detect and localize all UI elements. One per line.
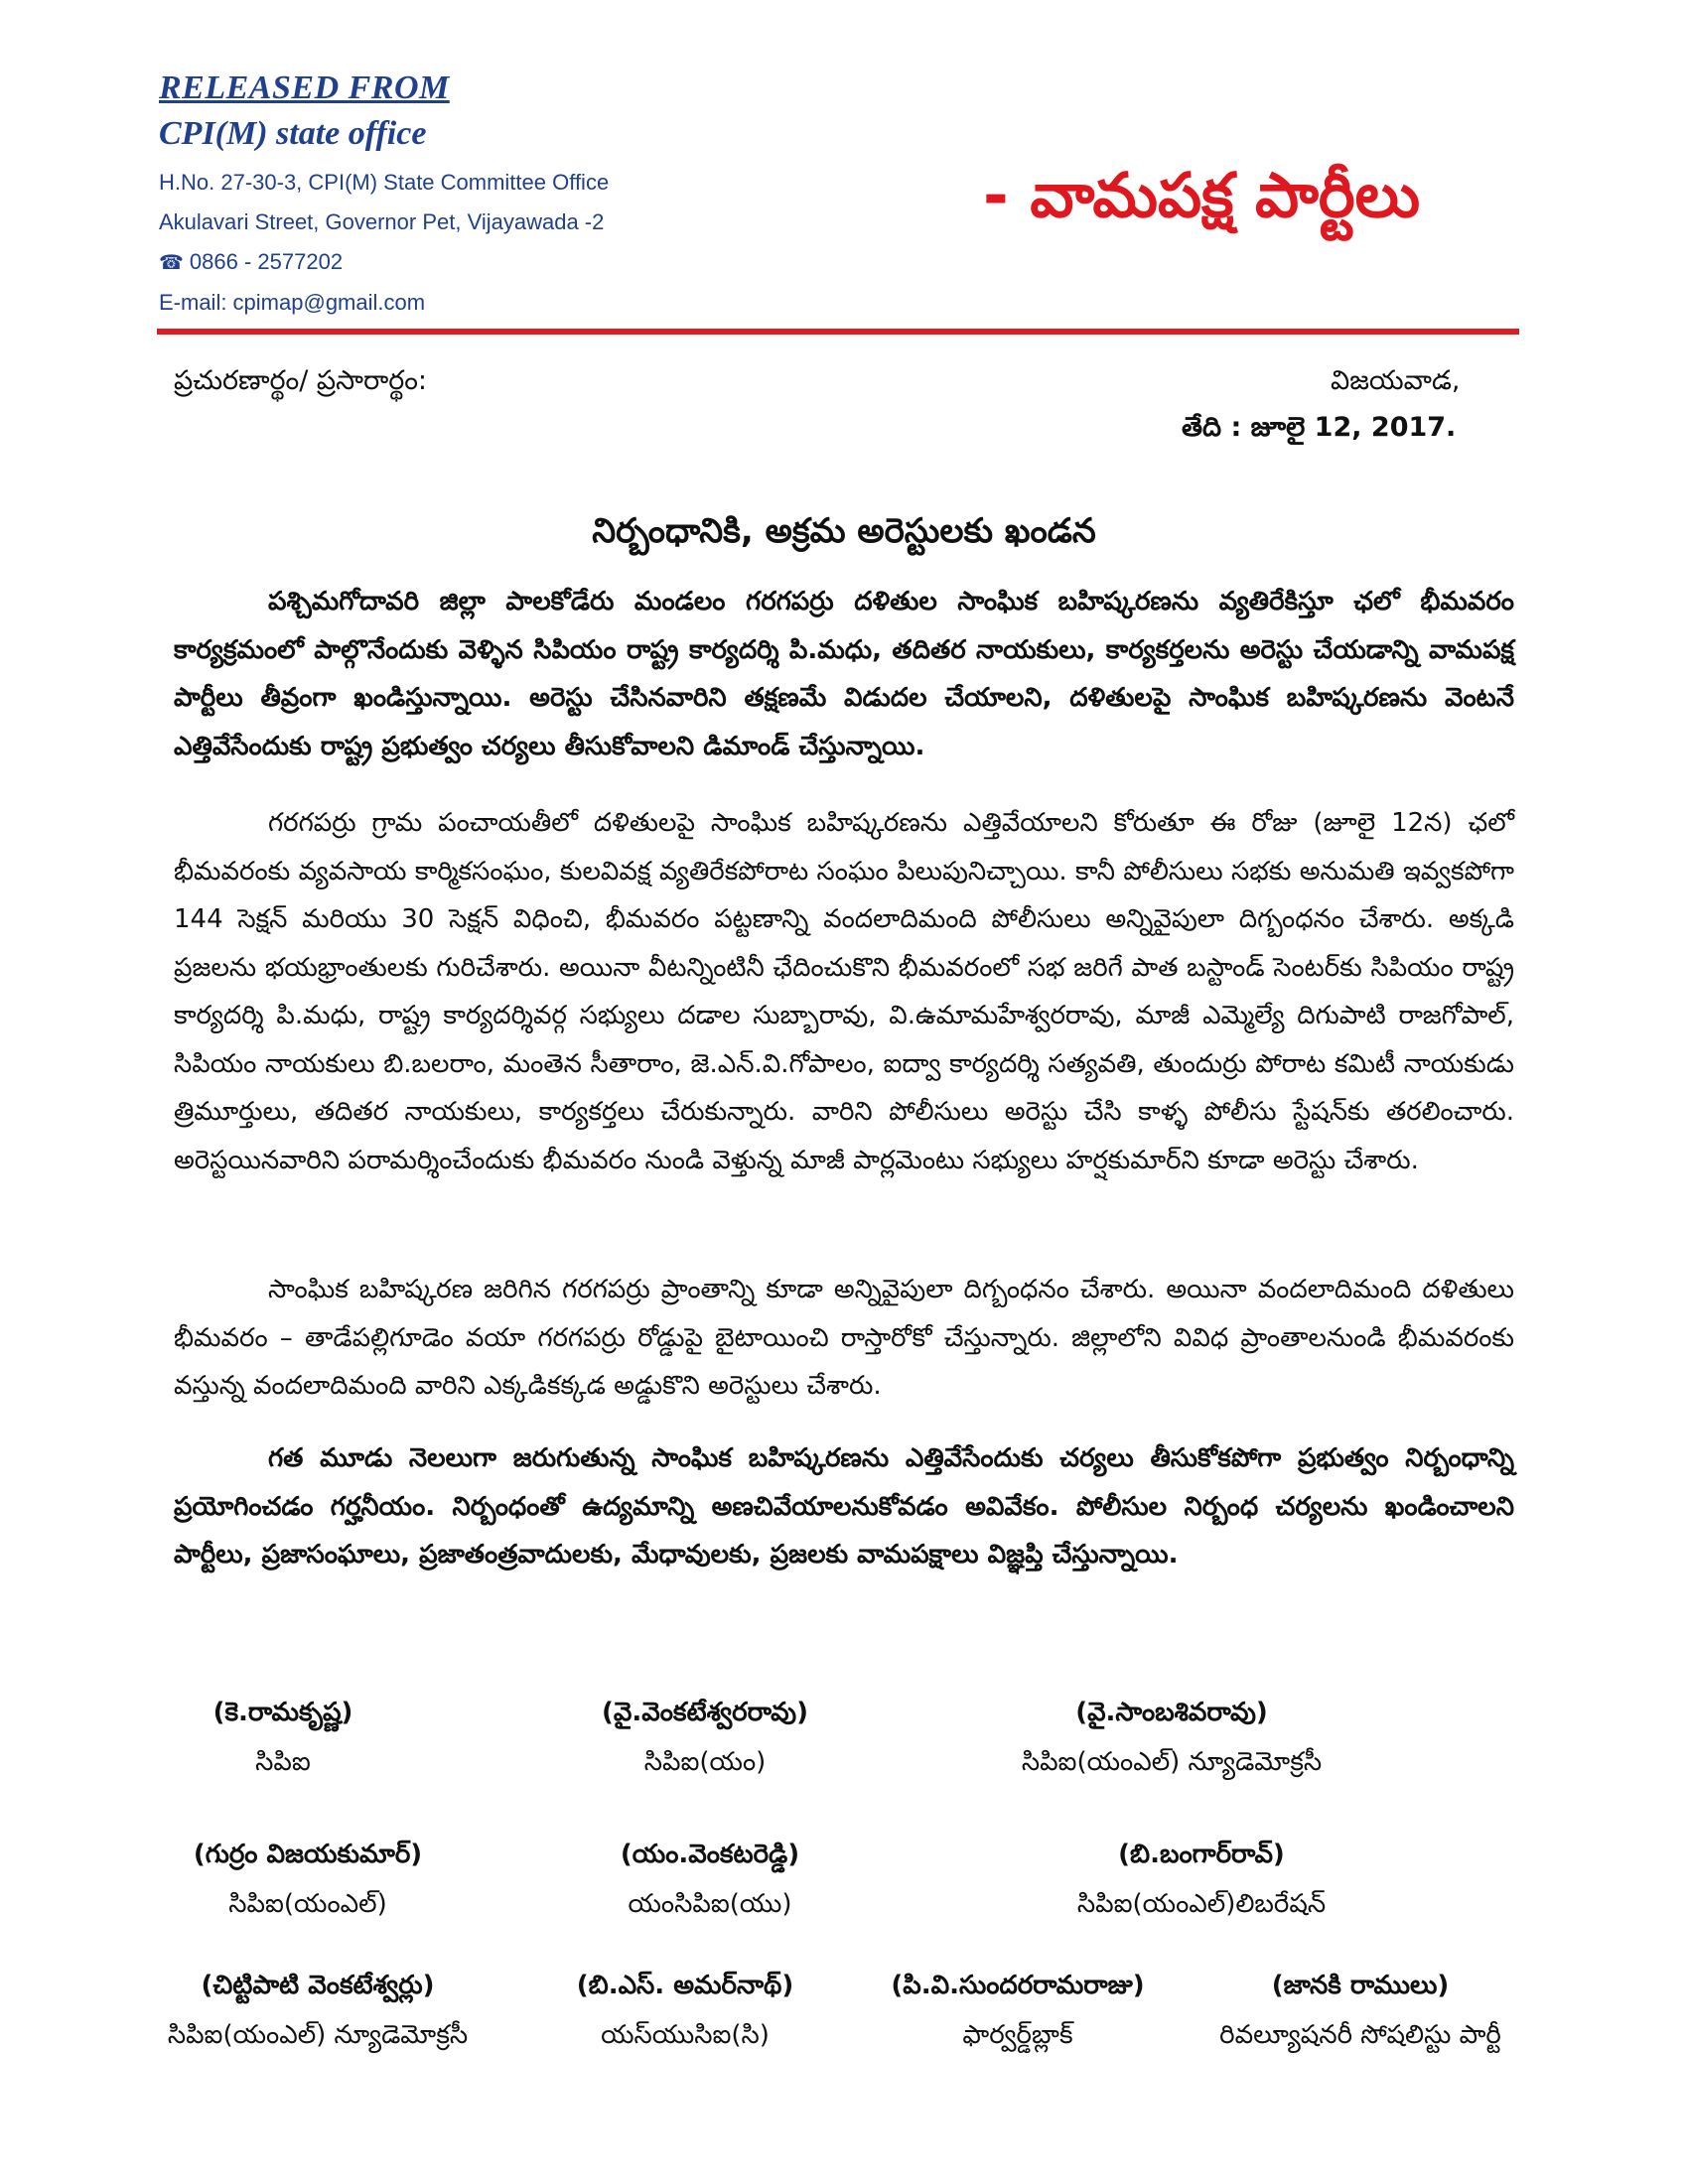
signatory-name: (జానకి రాములు) xyxy=(1271,1971,1450,2000)
email-line: E-mail: cpimap@gmail.com xyxy=(159,290,426,315)
signatory-name: (కె.రామకృష్ణ) xyxy=(212,1698,353,1727)
phone-icon: ☎ xyxy=(159,252,184,274)
office-name: CPI(M) state office xyxy=(159,115,427,152)
address-line-1: H.No. 27-30-3, CPI(M) State Committee Office xyxy=(159,170,610,195)
paragraph-3: సాంఘిక బహిష్కరణ జరిగిన గరగపర్రు ప్రాంతాన్ని కూడా అన్నివైపులా దిగ్బంధనం చేశారు. అయినా వందలాదిమంది దళితులు భీమవరం – తాడేపల్లిగూడెం వయా గరగపర్రు రోడ్డుపై బైటాయించి రాస్తారోకో చేస్తున్నారు. జిల్లాలోని వివిధ ప్రాంతాలనుండి భీమవరంకు వస్తున్న వందలాదిమంది వారిని ఎక్కడికక్కడ అడ్డుకొని అరెస్టులు చేశారు. xyxy=(174,1275,1514,1401)
signatory-4 xyxy=(139,1840,477,1925)
signatory-9 xyxy=(859,1971,1177,2056)
signatory-name: (యం.వెంకటరెడ్డి) xyxy=(620,1840,800,1869)
signatory-party: సిపిఐ(యంఎల్)లిబరేషన్ xyxy=(1076,1889,1327,1919)
signatory-party: సిపిఐ(యంఎల్) న్యూడెమోక్రసీ xyxy=(167,2020,469,2050)
signatory-name: (వై.సాంబశివరావు) xyxy=(1075,1698,1268,1727)
publication-label: ప్రచురణార్థం/ ప్రసారార్థం: xyxy=(174,365,428,396)
signatory-party: సిపిఐ(యంఎల్) న్యూడెమోక్రసీ xyxy=(1021,1747,1323,1777)
release-title: నిర్బంధానికి, అక్రమ అరెస్టులకు ఖండన xyxy=(592,511,1096,551)
letterhead xyxy=(159,69,755,323)
address-block xyxy=(159,163,755,323)
party-banner: - వామపక్ష పార్టీలు xyxy=(983,159,1421,231)
paragraph-1: పశ్చిమగోదావరి జిల్లా పాలకోడేరు మండలం గరగపర్రు దళితుల సాంఘిక బహిష్కరణను వ్యతిరేకిస్తూ ఛలో భీమవరం కార్యక్రమంలో పాల్గొనేందుకు వెళ్ళిన సిపియం రాష్ట్ర కార్యదర్శి పి.మధు, తదితర నాయకులు, కార్యకర్తలను అరెస్టు చేయడాన్ని వామపక్ష పార్టీలు తీవ్రంగా ఖండిస్తున్నాయి. అరెస్టు చేసినవారిని తక్షణమే విడుదల చేయాలని, దళితులపై సాంఘిక బహిష్కరణను వెంటనే ఎత్తివేసేందుకు రాష్ట్ర ప్రభుత్వం చర్యలు తీసుకోవాలని డిమాండ్ చేస్తున్నాయి. xyxy=(174,587,1514,761)
signatory-name: (గుర్రం విజయకుమార్) xyxy=(193,1840,423,1869)
phone-line xyxy=(159,242,755,283)
signatory-7 xyxy=(109,1971,526,2056)
signatory-5 xyxy=(571,1840,849,1925)
released-from-label: RELEASED FROM xyxy=(159,69,450,106)
signatory-party: రివల్యూషనరీ సోషలిస్టు పార్టీ xyxy=(1219,2020,1501,2050)
signatory-name: (వై.వెంకటేశ్వరరావు) xyxy=(602,1698,808,1727)
signatory-party: యంసిపిఐ(యు) xyxy=(628,1889,792,1919)
date-label: తేది : జూలై 12, 2017. xyxy=(1182,412,1457,443)
signatory-party: సిపిఐ xyxy=(255,1747,311,1777)
signatory-name: (బి.ఎస్. అమర్‌నాథ్) xyxy=(576,1971,794,2000)
signatory-name: (చిట్టిపాటి వెంకటేశ్వర్లు) xyxy=(201,1971,435,2000)
signatory-8 xyxy=(541,1971,829,2056)
phone-number: 0866 - 2577202 xyxy=(189,249,344,274)
signatory-party: సిపిఐ(యం) xyxy=(643,1747,767,1777)
address-line-2: Akulavari Street, Governor Pet, Vijayawada -2 xyxy=(159,209,605,234)
signatory-party: యస్‌యుసిఐ(సి) xyxy=(601,2020,770,2050)
signatory-name: (బి.బంగార్‌రావ్) xyxy=(1118,1840,1285,1869)
signatory-6 xyxy=(1003,1840,1400,1925)
place-label: విజయవాడ, xyxy=(1331,365,1461,396)
signatory-2 xyxy=(556,1698,854,1783)
signatory-party: సిపిఐ(యంఎల్) xyxy=(228,1889,387,1919)
signatory-name: (పి.వి.సుందరరామరాజు) xyxy=(891,1971,1145,2000)
signatory-10 xyxy=(1172,1971,1549,2056)
signatory-3 xyxy=(953,1698,1390,1783)
signatory-party: ఫార్వర్డ్‌బ్లాక్ xyxy=(962,2020,1073,2050)
signatory-1 xyxy=(159,1698,407,1783)
paragraph-4: గత మూడు నెలలుగా జరుగుతున్న సాంఘిక బహిష్కరణను ఎత్తివేసేందుకు చర్యలు తీసుకోకపోగా ప్రభుత్వం నిర్బంధాన్ని ప్రయోగించడం గర్హనీయం. నిర్బంధంతో ఉద్యమాన్ని అణచివేయాలనుకోవడం అవివేకం. పోలీసుల నిర్బంధ చర్యలను ఖండించాలని పార్టీలు, ప్రజాసంఘాలు, ప్రజాతంత్రవాదులకు, మేధావులకు, ప్రజలకు వామపక్షాలు విజ్ఞప్తి చేస్తున్నాయి. xyxy=(174,1443,1514,1570)
header-divider xyxy=(157,329,1519,335)
paragraph-2: గరగపర్రు గ్రామ పంచాయతీలో దళితులపై సాంఘిక బహిష్కరణను ఎత్తివేయాలని కోరుతూ ఈ రోజు (జూలై 12న) ఛలో భీమవరంకు వ్యవసాయ కార్మికసంఘం, కులవివక్ష వ్యతిరేకపోరాట సంఘం పిలుపునిచ్చాయి. కానీ పోలీసులు సభకు అనుమతి ఇవ్వకపోగా 144 సెక్షన్ మరియు 30 సెక్షన్ విధించి, భీమవరం పట్టణాన్ని వందలాదిమంది పోలీసులు అన్నివైపులా దిగ్బంధనం చేశారు. అక్కడి ప్రజలను భయభ్రాంతులకు గురిచేశారు. అయినా వీటన్నింటినీ ఛేదించుకొని భీమవరంలో సభ జరిగే పాత బస్టాండ్ సెంటర్‌కు సిపియం రాష్ట్ర కార్యదర్శి పి.మధు, రాష్ట్ర కార్యదర్శివర్గ సభ్యులు దడాల సుబ్బారావు, వి.ఉమామహేశ్వరరావు, మాజీ ఎమ్మెల్యే దిగుపాటి రాజగోపాల్, సిపియం నాయకులు బి.బలరాం, మంతెన సీతారాం, జె.ఎన్.వి.గోపాలం, ఐద్వా కార్యదర్శి సత్యవతి, తుందుర్రు పోరాట కమిటీ నాయకుడు త్రిమూర్తులు, తదితర నాయకులు, కార్యకర్తలు చేరుకున్నారు. వారిని పోలీసులు అరెస్టు చేసి కాళ్ళ పోలీసు స్టేషన్‌కు తరలించారు. అరెస్టయినవారిని పరామర్శించేందుకు భీమవరం నుండి వెళ్తున్న మాజీ పార్లమెంటు సభ్యులు హర్షకుమార్‌ని కూడా అరెస్టు చేశారు. xyxy=(174,808,1514,1175)
